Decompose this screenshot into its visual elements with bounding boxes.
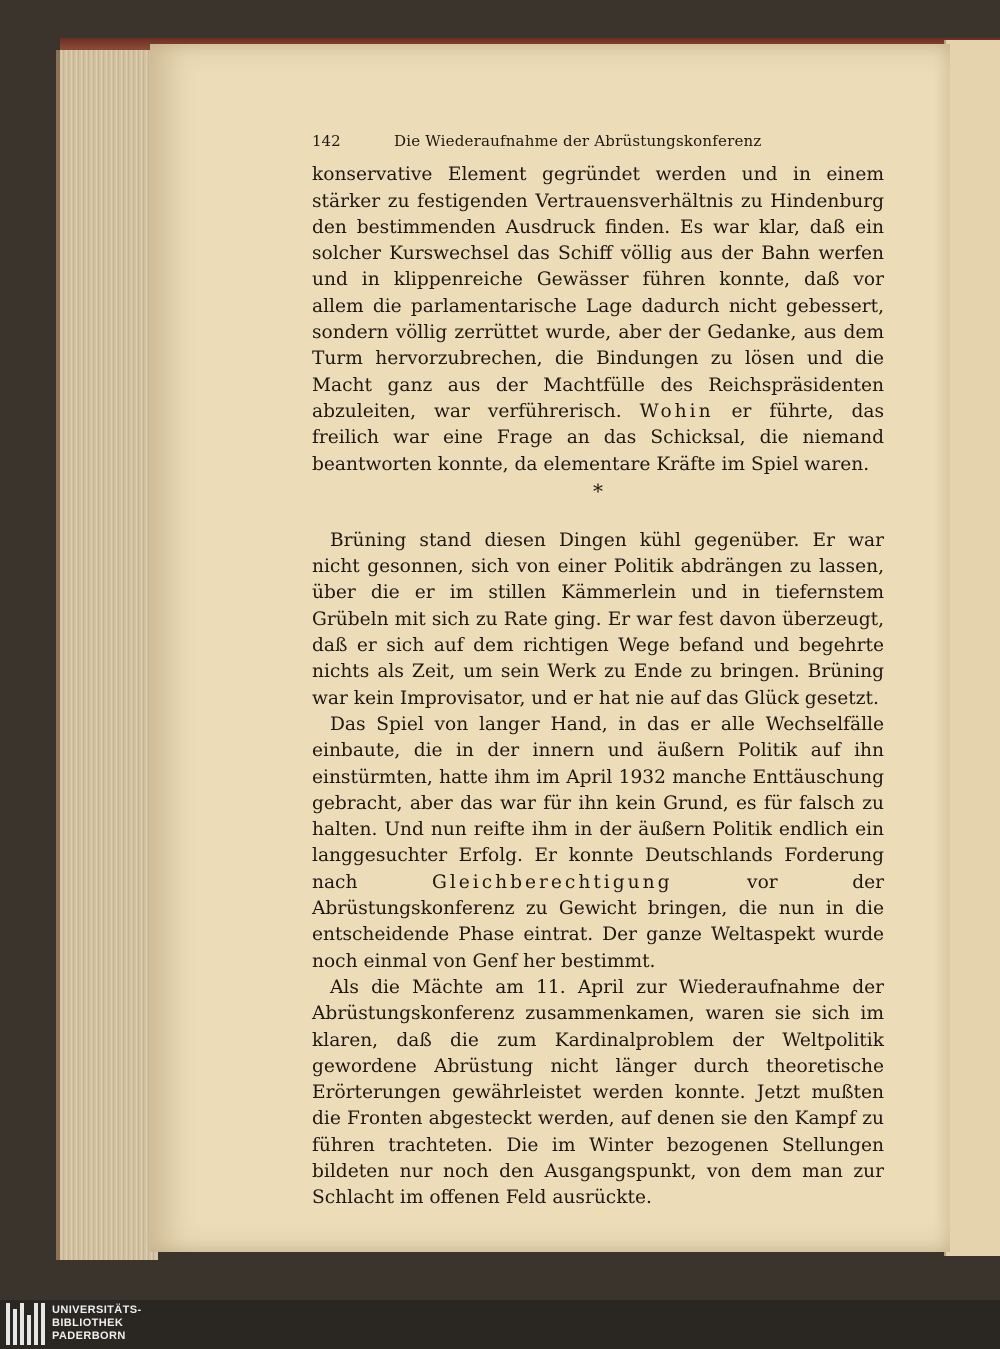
library-logo-line-1: UNIVERSITÄTS-: [52, 1304, 142, 1316]
page-edges: [56, 50, 158, 1260]
library-logo-line-2: BIBLIOTHEK: [52, 1317, 124, 1329]
page-text: [312, 128, 884, 1212]
paragraph-2: Brüning stand diesen Dingen kühl gegenüber. Er war nicht gesonnen, sich von einer Politik abdrängen zu lassen, über die er im stillen Kämmerlein und in tiefernstem Grübeln mit sich zu Rate ging. Er war fest davon überzeugt, daß er sich auf dem richtigen Wege befand und begehrte nichts als Zeit, um sein Werk zu Ende zu bringen. Brüning war kein Improvisator, und er hat nie auf das Glück gesetzt.: [312, 529, 884, 709]
library-logo-bars-icon: [6, 1303, 45, 1345]
emphasized-word-gleichberechtigung: Gleichberechtigung: [432, 871, 673, 893]
paragraph-1-text: konservative Element gegründet werden und in einem stärker zu festigenden Vertrauensverhältnis zu Hindenburg den bestimmenden Ausdruck finden. Es war klar, daß ein solcher Kurswechsel das Schiff völlig aus der Bahn werfen und in klippenreiche Gewässer führen konnte, daß vor allem die parlamentarische Lage dadurch nicht gebessert, sondern völlig zerrüttet wurde, aber der Gedanke, aus dem Turm hervorzubrechen, die Bindungen zu lösen und die Macht ganz aus der Machtfülle des Reichspräsidenten abzuleiten, war verführerisch.: [312, 164, 884, 422]
library-logo-line-3: PADERBORN: [52, 1330, 126, 1342]
library-logo-text: [52, 1304, 142, 1343]
running-head: [312, 128, 884, 154]
library-logo: [0, 1300, 1000, 1349]
paragraph-4: Als die Mächte am 11. April zur Wiederaufnahme der Abrüstungskonferenz zusammenkamen, waren sie sich im klaren, daß die zum Kardinalproblem der Weltpolitik gewordene Abrüstung nicht länger durch theoretische Erörterungen gewährleistet werden konnte. Jetzt mußten die Fronten abgesteckt werden, auf denen sie den Kampf zu führen trachteten. Die im Winter bezogenen Stellungen bildeten nur noch den Ausgangspunkt, von dem man zur Schlacht im offenen Feld ausrückte.: [312, 976, 884, 1209]
paragraph-1: [312, 162, 884, 478]
facing-page-edge: [944, 40, 1000, 1256]
paragraph-3-tail: vor der Abrüstungskonferenz zu Gewicht bringen, die nun in die entscheidende Phase eintrat. Der ganze Weltaspekt wurde noch einmal von Genf her bestimmt.: [312, 871, 884, 972]
paragraph-3: [312, 712, 884, 975]
emphasized-word-wohin: Wohin: [639, 400, 714, 422]
paragraph-1-tail: er führte, das freilich war eine Frage an das Schicksal, die niemand beantworten konnte, da elementare Kräfte im Spiel waren.: [312, 400, 884, 475]
running-head-title: Die Wiederaufnahme der Abrüstungskonferenz: [394, 132, 762, 150]
section-separator: *: [593, 478, 603, 503]
paragraph-3-text: Das Spiel von langer Hand, in das er alle Wechselfälle einbaute, die in der innern und äußern Politik auf ihn einstürmten, hatte ihm im April 1932 manche Enttäuschung gebracht, aber das war für ihn kein Grund, es für falsch zu halten. Und nun reifte ihm in der äußern Politik endlich ein langgesuchter Erfolg. Er konnte Deutschlands Forderung nach: [312, 713, 884, 893]
page-number: 142: [312, 132, 341, 150]
